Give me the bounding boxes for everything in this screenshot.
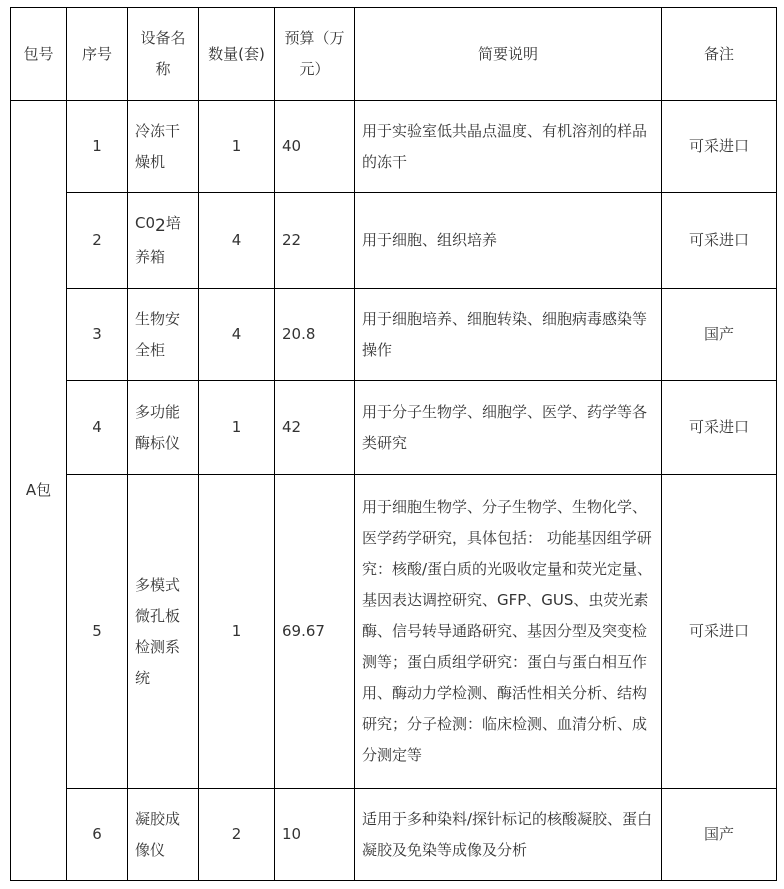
name-prefix: C0 xyxy=(135,214,156,232)
desc-cell: 适用于多种染料/探针标记的核酸凝胶、蛋白凝胶及免染等成像及分析 xyxy=(355,789,662,881)
budget-cell: 22 xyxy=(275,193,355,289)
name-cell: 多功能酶标仪 xyxy=(128,381,199,475)
name-cell: 冷冻干燥机 xyxy=(128,101,199,193)
table-header-row xyxy=(11,8,777,101)
name-subscript: 2 xyxy=(155,216,166,236)
remark-cell: 国产 xyxy=(662,789,777,881)
budget-cell: 20.8 xyxy=(275,289,355,381)
qty-cell: 4 xyxy=(199,289,275,381)
budget-cell: 42 xyxy=(275,381,355,475)
remark-cell: 可采进口 xyxy=(662,101,777,193)
procurement-table-container xyxy=(10,7,777,881)
name-cell xyxy=(128,193,199,289)
qty-cell: 4 xyxy=(199,193,275,289)
remark-cell: 可采进口 xyxy=(662,475,777,789)
package-cell: A包 xyxy=(11,101,67,881)
table-row xyxy=(11,381,777,475)
header-qty: 数量(套) xyxy=(199,8,275,101)
desc-cell: 用于细胞培养、细胞转染、细胞病毒感染等操作 xyxy=(355,289,662,381)
name-cell: 多模式微孔板检测系统 xyxy=(128,475,199,789)
desc-cell: 用于细胞生物学、分子生物学、生物化学、医学药学研究，具体包括： 功能基因组学研究：核酸/蛋白质的光吸收定量和荧光定量、基因表达调控研究、GFP、GUS、虫荧光素酶、信号转导通路研究、基因分型及突变检测等；蛋白质组学研究：蛋白与蛋白相互作用、酶动力学检测、酶活性相关分析、结构研究；分子检测：临床检测、血清分析、成分测定等 xyxy=(355,475,662,789)
name-suffix: 培养箱 xyxy=(135,214,181,266)
desc-cell: 用于细胞、组织培养 xyxy=(355,193,662,289)
seq-cell: 1 xyxy=(67,101,128,193)
name-cell: 凝胶成像仪 xyxy=(128,789,199,881)
header-name: 设备名称 xyxy=(128,8,199,101)
seq-cell: 2 xyxy=(67,193,128,289)
desc-cell: 用于实验室低共晶点温度、有机溶剂的样品的冻干 xyxy=(355,101,662,193)
budget-cell: 40 xyxy=(275,101,355,193)
table-row xyxy=(11,101,777,193)
table-row xyxy=(11,193,777,289)
remark-cell: 可采进口 xyxy=(662,381,777,475)
remark-cell: 可采进口 xyxy=(662,193,777,289)
header-seq: 序号 xyxy=(67,8,128,101)
procurement-table xyxy=(10,7,777,881)
header-remark: 备注 xyxy=(662,8,777,101)
table-row xyxy=(11,789,777,881)
qty-cell: 2 xyxy=(199,789,275,881)
table-row xyxy=(11,289,777,381)
table-row xyxy=(11,475,777,789)
desc-cell: 用于分子生物学、细胞学、医学、药学等各类研究 xyxy=(355,381,662,475)
seq-cell: 6 xyxy=(67,789,128,881)
remark-cell: 国产 xyxy=(662,289,777,381)
seq-cell: 5 xyxy=(67,475,128,789)
header-budget: 预算（万元） xyxy=(275,8,355,101)
budget-cell: 10 xyxy=(275,789,355,881)
budget-cell: 69.67 xyxy=(275,475,355,789)
qty-cell: 1 xyxy=(199,101,275,193)
header-desc: 简要说明 xyxy=(355,8,662,101)
seq-cell: 4 xyxy=(67,381,128,475)
qty-cell: 1 xyxy=(199,475,275,789)
name-cell: 生物安全柜 xyxy=(128,289,199,381)
header-package: 包号 xyxy=(11,8,67,101)
qty-cell: 1 xyxy=(199,381,275,475)
seq-cell: 3 xyxy=(67,289,128,381)
